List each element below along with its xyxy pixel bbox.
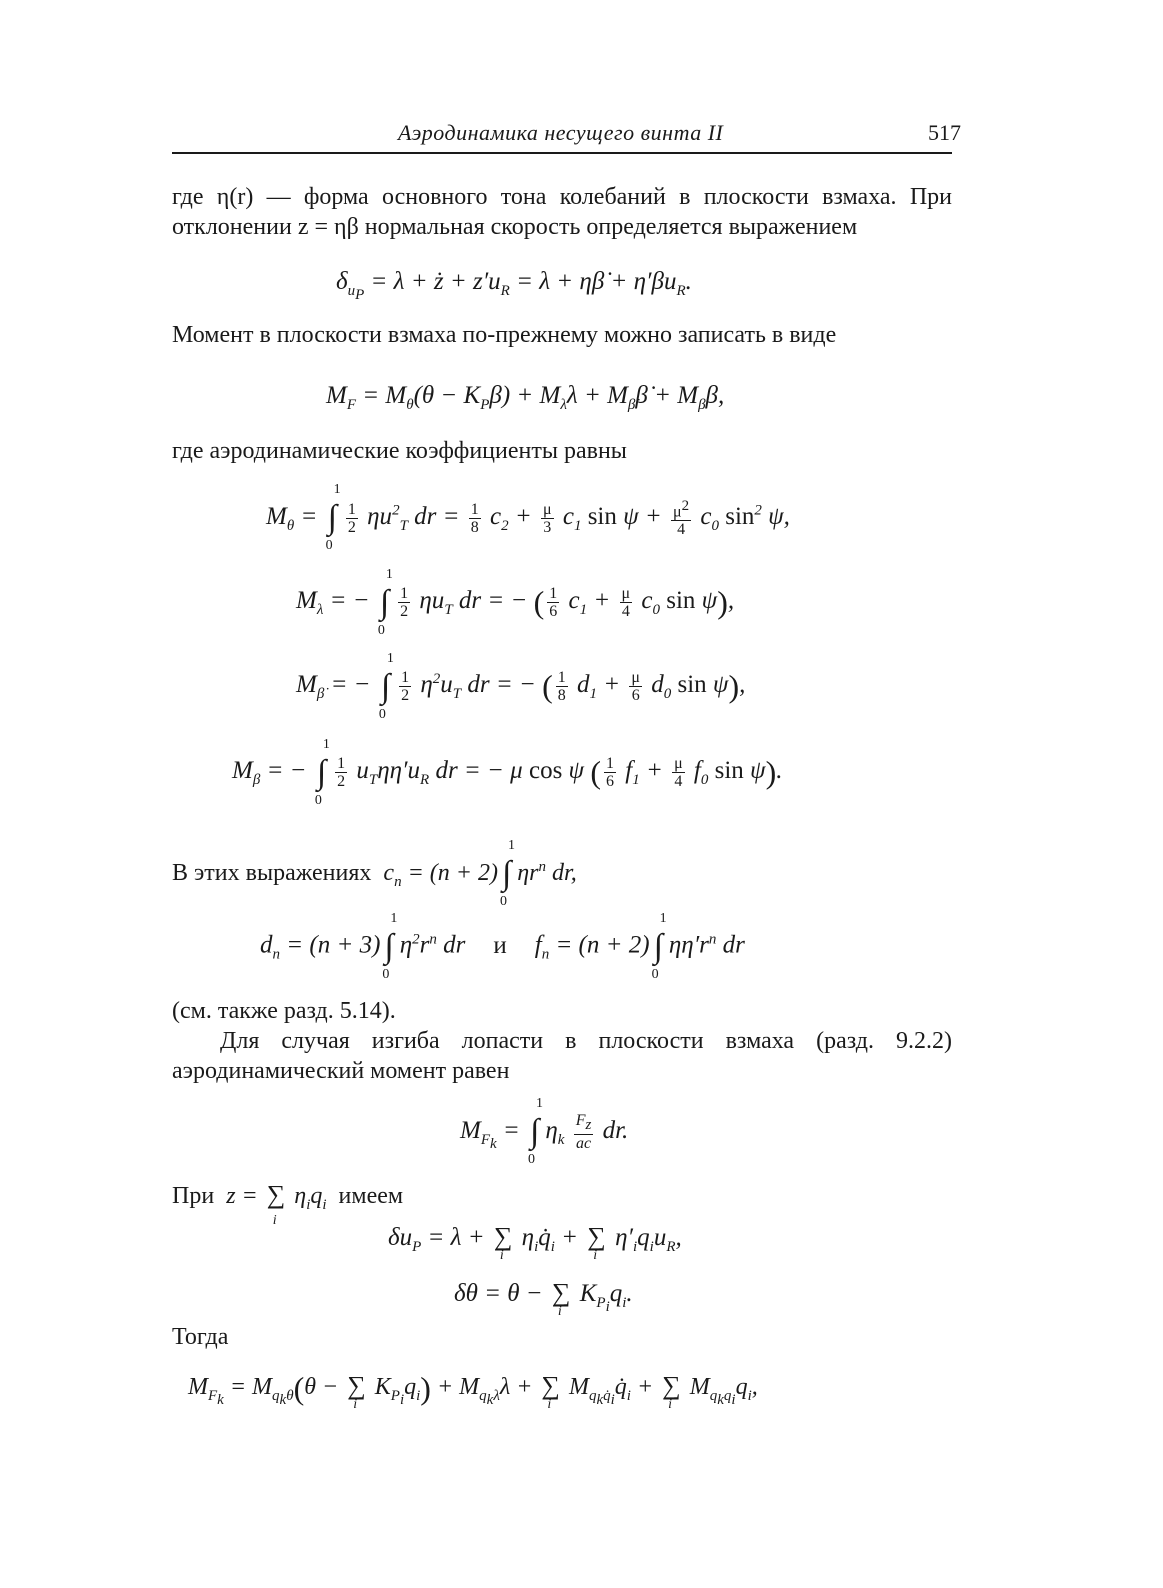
paragraph-1: где η(r) — форма основного тона колебаний в плоскости взмаха. При отклонении z = ηβ нормальная скорость определяется выражением [172, 184, 952, 240]
paragraph-4-lead: В этих выражениях [172, 860, 372, 886]
paragraph-2: Момент в плоскости взмаха по-прежнему можно записать в виде [172, 322, 837, 348]
header-rule [172, 152, 952, 154]
paragraph-7-lead: При [172, 1183, 215, 1209]
paragraph-6: Для случая изгиба лопасти в плоскости взмаха (разд. 9.2.2) аэродинамический момент равен [172, 1028, 952, 1084]
equation-d-n-f-n: $d_n = (n + 3)$ ∫ 1 0 $\eta^2r^n$ dr и $f_n = (n + 2)$ ∫ 1 0 $\eta\eta'r^n$ dr [260, 911, 745, 982]
paragraph-5: (см. также разд. 5.14). [172, 998, 396, 1024]
equation-c-n: $c_n = (n + 2)$ ∫ 1 0 $\eta r^n$ dr, [377, 838, 577, 910]
running-title: Аэродинамика несущего винта II [398, 120, 724, 145]
equation-flap-moment: $M_F = M_\theta(\theta - K_P\beta) + M_\lambda\lambda$ + $M_{\betȧ}\betȧ + M_\beta\beta$, [326, 382, 725, 413]
equation-m-fk-expanded: $M_{F_k} = M_{q_k\theta}(\theta$ − ∑ i $K_{P_i}q_i) + M_{q_k\lambda}\lambda$ + ∑ i $M_{q_kq̇_i}q̇_i$ + ∑ i $M_{q_kq_i}q_i$, [188, 1370, 758, 1413]
paragraph-8: Тогда [172, 1324, 229, 1350]
equation-m-fk: $M_{F_k}$ = ∫ 1 0 $\eta_k$ $\frac{F_z}{ac}$ dr. [460, 1096, 629, 1168]
equation-z-sum: z = ∑ i $\eta_iq_i$ [220, 1180, 327, 1228]
equation-delta-theta: δθ = θ − ∑ i $K_{P_i}q_i$. [454, 1278, 633, 1319]
conjunction-and: и [493, 931, 507, 959]
equation-m-theta: $M_\theta$ = ∫ 1 0 $\frac{1}{2}$ $\eta u^2_T$ dr = $\frac{1}{8}$ $c_2$ + $\frac{\mu}{3}$ $c_1$ sin ψ + $\frac{\mu^2}{4}$ $c_0$ $\sin^2 \psi$, [266, 482, 790, 554]
equation-m-beta: $M_\beta$ = − ∫ 1 0 $\frac{1}{2}$ $u_T\eta\eta'u_R$ dr = − μ cos ψ ( $\frac{1}{6}$ $f_1$ + $\frac{\mu}{4}$ $f_0$ sin ψ). [232, 736, 783, 808]
equation-normal-velocity: $\delta_{u_P} = \lambda$ + ż + $z'u_R = \lambda$ + ηβ̇ + $\eta'\beta u_R$. [336, 268, 692, 303]
equation-m-beta-dot: $M_{\betȧ}$ = − ∫ 1 0 $\frac{1}{2}$ $\eta^2u_T$ dr = − ( $\frac{1}{8}$ $d_1$ + $\frac{\mu}{6}$ $d_0$ sin ψ), [296, 650, 746, 722]
page-number: 517 [928, 120, 961, 145]
paragraph-7 [172, 1180, 952, 1228]
paragraph-7-tail: имеем [338, 1183, 404, 1209]
paragraph-4 [172, 838, 577, 910]
equation-m-lambda: $M_\lambda$ = − ∫ 1 0 $\frac{1}{2}$ $\eta u_T$ dr = − ( $\frac{1}{6}$ $c_1$ + $\frac{\mu}{4}$ $c_0$ sin ψ), [296, 566, 735, 638]
paragraph-3: где аэродинамические коэффициенты равны [172, 438, 627, 464]
equation-delta-up: $\delta u_P = \lambda$ + ∑ i $\eta_iq̇_i$ + ∑ i $\eta'_iq_iu_R$, [388, 1222, 682, 1263]
